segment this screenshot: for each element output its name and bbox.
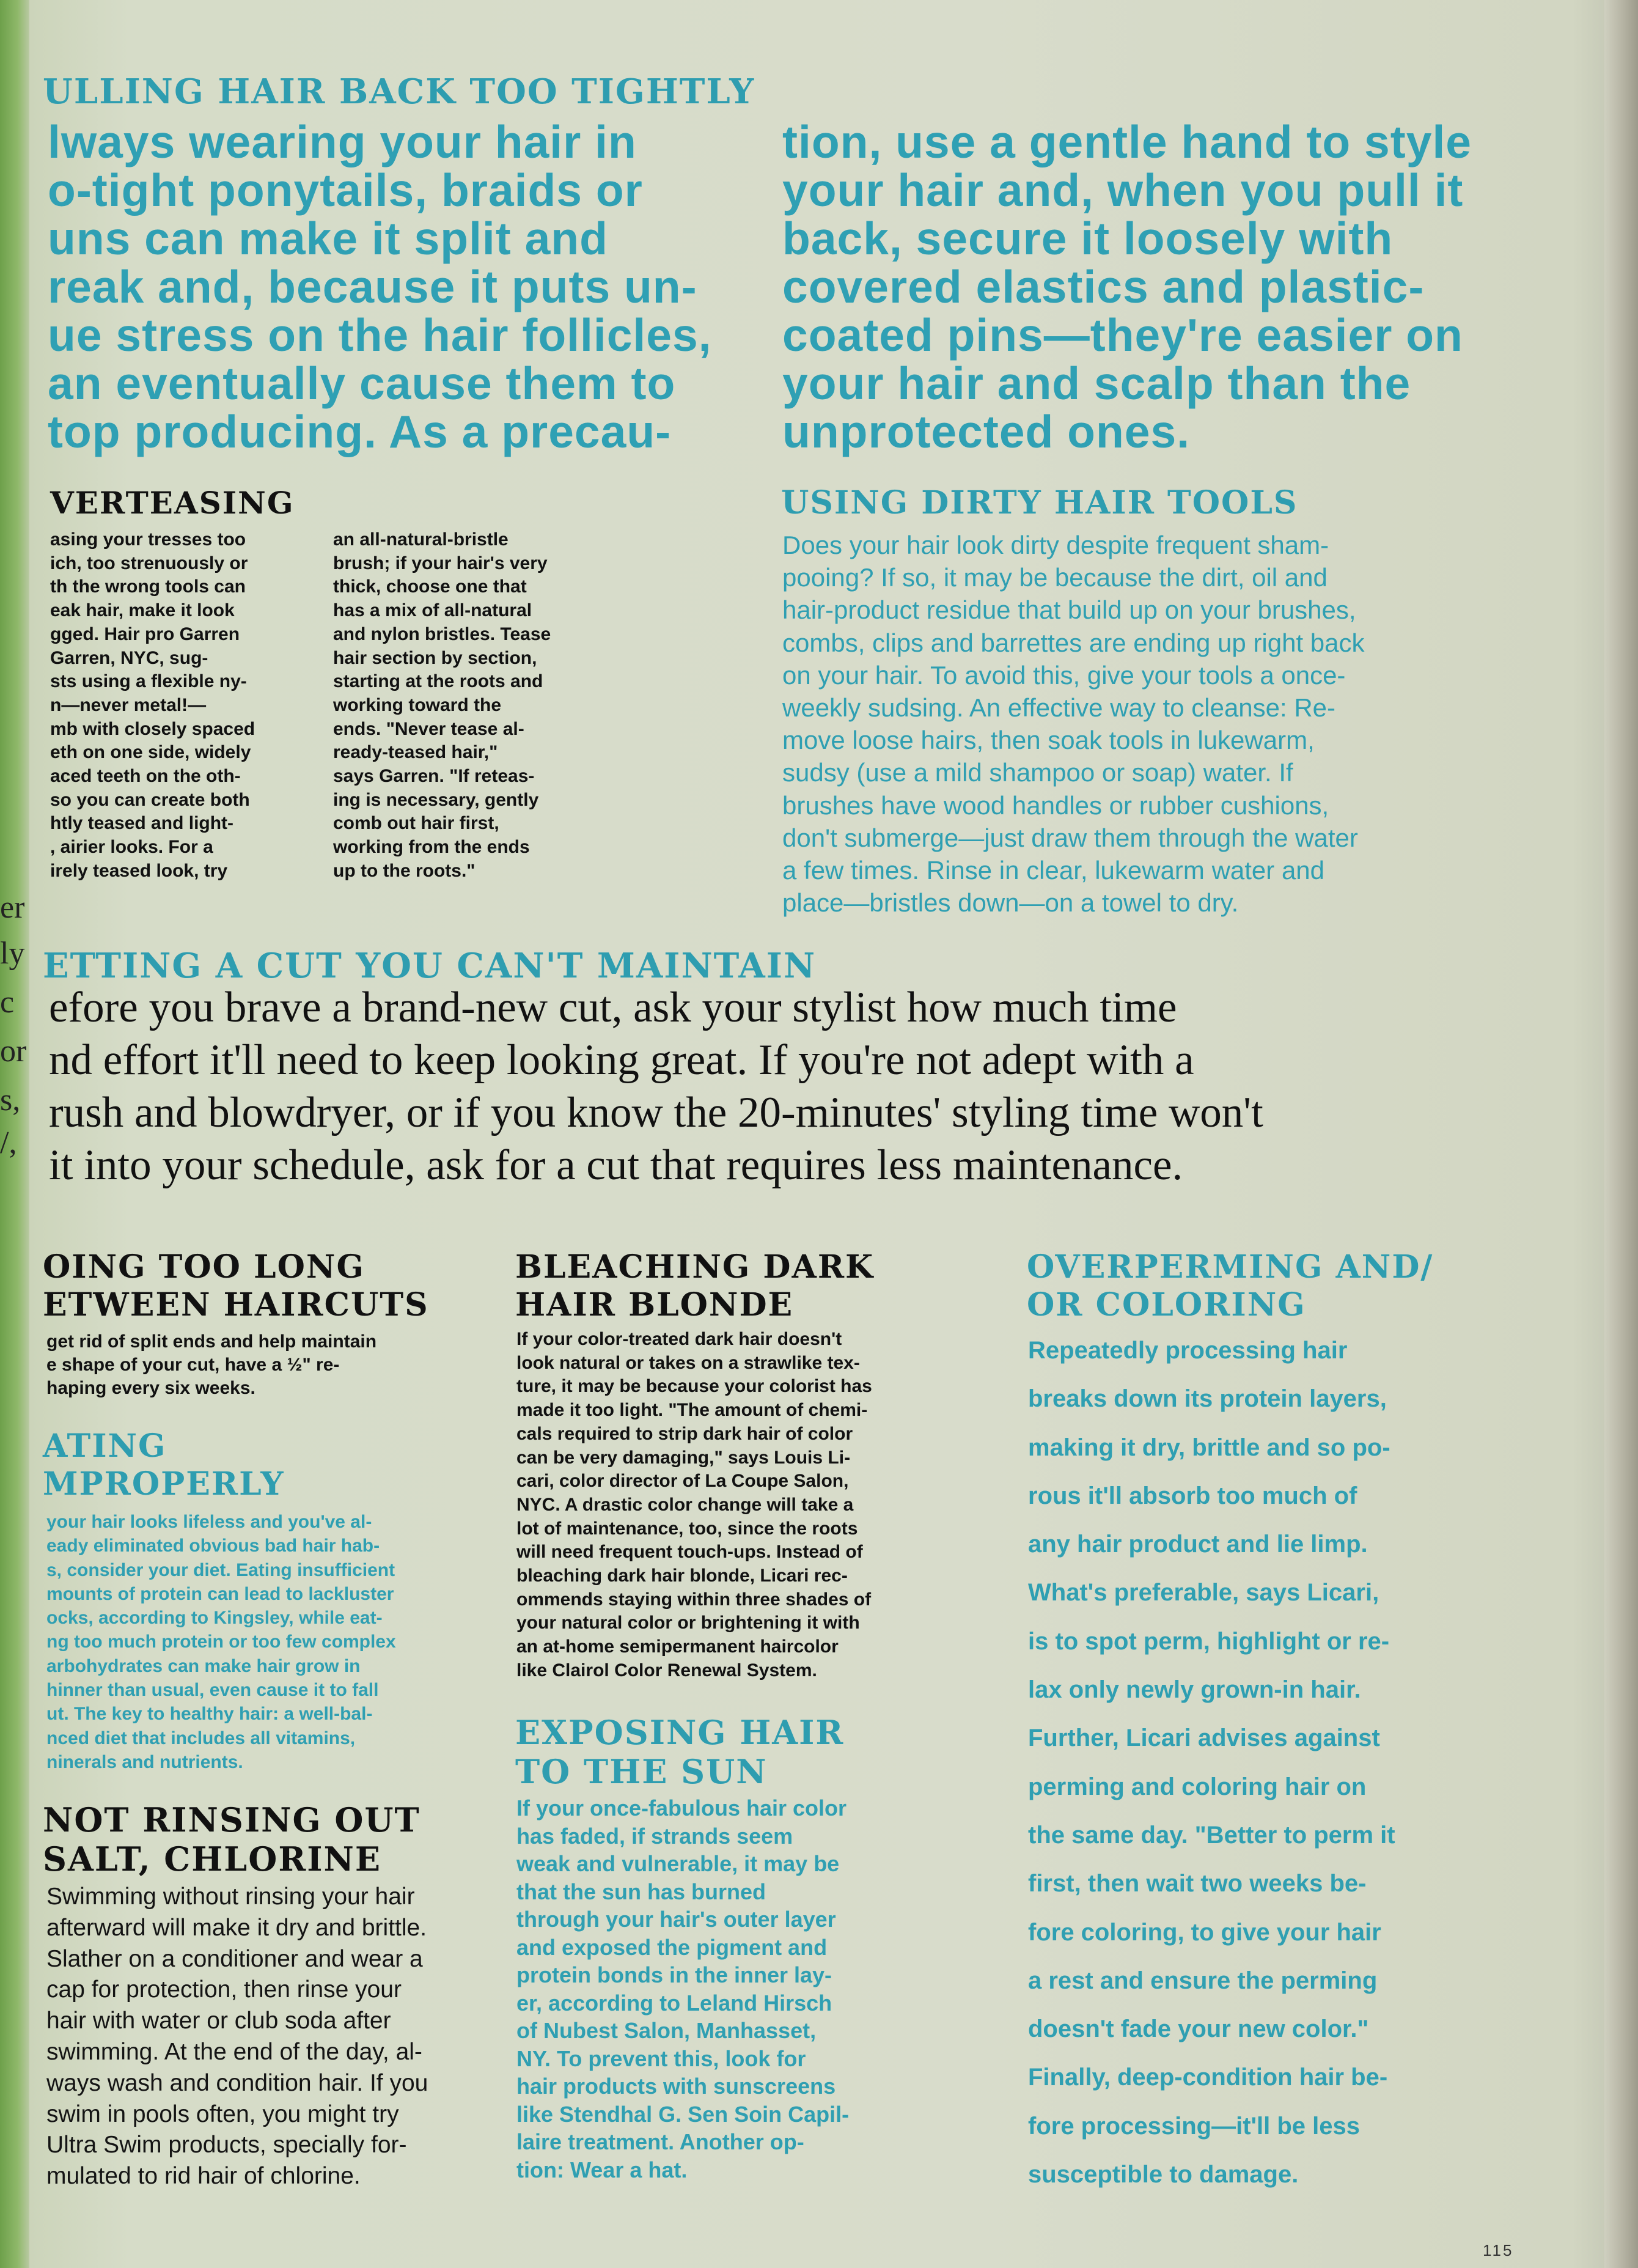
body-line: bleaching dark hair blonde, Licari rec- [516,1566,848,1586]
body-line: rous it'll absorb too much of [1028,1482,1357,1509]
intro-line: an eventually cause them to [48,358,676,409]
section-heading-eating [43,1427,284,1503]
body-line: th the wrong tools can [50,576,246,597]
body-line: NYC. A drastic color change will take a [516,1494,854,1515]
body-line: it into your schedule, ask for a cut that requires less maintenance. [49,1141,1183,1189]
margin-fragment: /, [0,1125,17,1160]
intro-left-column [48,118,712,456]
body-line: asing your tresses too [50,529,246,550]
heading-line: ETWEEN HAIRCUTS [43,1286,429,1324]
section-heading-overteasing: VERTEASING [50,485,295,521]
body-line: eth on one side, widely [50,742,251,763]
page-edge [1604,0,1638,2268]
body-line: combs, clips and barrettes are ending up right back [782,628,1365,657]
body-line: ich, too strenuously or [50,553,248,573]
section-heading-pulling-hair: ULLING HAIR BACK TOO TIGHTLY [43,72,755,112]
body-line: weekly sudsing. An effective way to cleanse: Re- [782,693,1336,723]
intro-line: coated pins—they're easier on [782,309,1463,361]
going-long-body [46,1330,376,1400]
body-line: ture, it may be because your colorist has [516,1376,872,1397]
overteasing-column-2 [333,528,551,883]
body-line: hair products with sunscreens [516,2074,836,2099]
body-line: ninerals and nutrients. [46,1751,243,1772]
heading-line: EXPOSING HAIR [515,1713,845,1752]
body-line: place—bristles down—on a towel to dry. [782,888,1239,918]
body-line: says Garren. "If reteas- [333,766,535,787]
body-line: move loose hairs, then soak tools in lukewarm, [782,726,1315,755]
section-heading-sun [515,1713,844,1791]
body-line: don't submerge—just draw them through the water [782,823,1358,852]
body-line: your natural color or brightening it with [516,1613,860,1633]
body-line: fore coloring, to give your hair [1028,1918,1381,1946]
body-line: up to the roots." [333,860,476,881]
body-line: lot of maintenance, too, since the roots [516,1518,858,1539]
body-line: and nylon bristles. Tease [333,624,551,644]
body-line: arbohydrates can make hair grow in [46,1655,361,1676]
cut-maintain-body [49,981,1263,1191]
intro-line: ue stress on the hair follicles, [48,309,712,361]
body-line: If your color-treated dark hair doesn't [516,1329,842,1349]
sun-body [516,1794,849,2184]
body-line: If your once-fabulous hair color [516,1795,847,1821]
bleaching-body [516,1328,872,1683]
intro-line: your hair and, when you pull it [782,164,1464,216]
body-line: ing is necessary, gently [333,789,539,810]
body-line: aced teeth on the oth- [50,766,241,787]
body-line: is to spot perm, highlight or re- [1028,1627,1390,1655]
margin-fragment: or [0,1034,27,1069]
heading-line: BLEACHING DARK [515,1248,875,1286]
body-line: afterward will make it dry and brittle. [46,1914,427,1941]
body-line: a few times. Rinse in clear, lukewarm water and [782,856,1325,885]
body-line: er, according to Leland Hirsch [516,1990,832,2016]
body-line: What's preferable, says Licari, [1028,1579,1379,1607]
body-line: NY. To prevent this, look for [516,2045,806,2071]
body-line: mounts of protein can lead to lackluster [46,1583,394,1604]
body-line: swim in pools often, you might try [46,2100,399,2127]
body-line: that the sun has burned [516,1879,766,1904]
body-line: mulated to rid hair of chlorine. [46,2163,361,2190]
body-line: cap for protection, then rinse your [46,1976,402,2003]
body-line: a rest and ensure the perming [1028,1967,1378,1994]
body-line: Ultra Swim products, specially for- [46,2132,407,2159]
intro-line: back, secure it loosely with [782,213,1394,264]
body-line: brush; if your hair's very [333,553,548,573]
intro-line: your hair and scalp than the [782,358,1411,409]
body-line: susceptible to damage. [1028,2161,1299,2189]
section-heading-bleaching [515,1248,874,1324]
not-rinsing-body [46,1882,428,2192]
body-line: get rid of split ends and help maintain [46,1331,377,1352]
section-heading-cut-maintain: ETTING A CUT YOU CAN'T MAINTAIN [43,946,817,986]
body-line: e shape of your cut, have a ½" re- [46,1355,340,1375]
section-heading-overperming [1027,1248,1433,1324]
body-line: n—never metal!— [50,694,207,715]
intro-line: top producing. As a precau- [48,406,672,457]
body-line: , airier looks. For a [50,837,213,858]
body-line: breaks down its protein layers, [1028,1385,1387,1413]
body-line: Garren, NYC, sug- [50,647,208,668]
body-line: ways wash and condition hair. If you [46,2069,428,2096]
body-line: perming and coloring hair on [1028,1773,1367,1800]
body-line: like Stendhal G. Sen Soin Capil- [516,2101,850,2127]
body-line: irely teased look, try [50,860,228,881]
body-line: and exposed the pigment and [516,1934,828,1960]
body-line: ready-teased hair," [333,742,498,763]
body-line: ng too much protein or too few complex [46,1632,396,1652]
body-line: sudsy (use a mild shampoo or soap) water. If [782,758,1293,787]
body-line: will need frequent touch-ups. Instead of [516,1542,863,1563]
body-line: ommends staying within three shades of [516,1589,872,1610]
heading-line: OING TOO LONG [43,1248,365,1286]
body-line: rush and blowdryer, or if you know the 20-minutes' styling time won't [49,1089,1263,1136]
heading-line: OR COLORING [1027,1286,1306,1324]
heading-line: SALT, CHLORINE [43,1839,381,1879]
body-line: nced diet that includes all vitamins, [46,1728,356,1748]
body-line: sts using a flexible ny- [50,671,247,692]
body-line: hinner than usual, even cause it to fall [46,1680,379,1701]
body-line: on your hair. To avoid this, give your tools a once- [782,660,1346,690]
body-line: ut. The key to healthy hair: a well-bal- [46,1704,373,1725]
heading-line: ATING [43,1427,167,1465]
heading-line: NOT RINSING OUT [43,1800,421,1839]
body-line: comb out hair first, [333,813,499,834]
body-line: hair-product residue that build up on your brushes, [782,595,1356,625]
overteasing-column-1 [50,528,255,883]
body-line: Swimming without rinsing your hair [46,1883,415,1910]
body-line: doesn't fade your new color." [1028,2016,1369,2043]
body-line: cari, color director of La Coupe Salon, [516,1471,849,1492]
body-line: an all-natural-bristle [333,529,509,550]
margin-fragment: s, [0,1083,21,1117]
body-line: can be very damaging," says Louis Li- [516,1447,851,1468]
body-line: laire treatment. Another op- [516,2129,804,2154]
body-line: Further, Licari advises against [1028,1725,1380,1752]
body-line: eak hair, make it look [50,600,235,621]
body-line: efore you brave a brand-new cut, ask your stylist how much time [49,984,1177,1031]
heading-line: HAIR BLONDE [515,1286,794,1324]
body-line: eady eliminated obvious bad hair hab- [46,1536,380,1556]
body-line: protein bonds in the inner lay- [516,1962,832,1987]
body-line: s, consider your diet. Eating insufficient [46,1559,395,1580]
body-line: htly teased and light- [50,813,234,834]
intro-line: reak and, because it puts un- [48,261,697,312]
body-line: any hair product and lie limp. [1028,1531,1368,1558]
body-line: tion: Wear a hat. [516,2157,688,2182]
overperming-body [1028,1327,1395,2199]
body-line: cals required to strip dark hair of color [516,1423,853,1444]
body-line: starting at the roots and [333,671,543,692]
body-line: gged. Hair pro Garren [50,624,240,644]
body-line: pooing? If so, it may be because the dirt, oil and [782,563,1328,592]
body-line: of Nubest Salon, Manhasset, [516,2018,817,2043]
intro-line: o-tight ponytails, braids or [48,164,643,216]
body-line: like Clairol Color Renewal System. [516,1660,817,1681]
body-line: mb with closely spaced [50,718,255,739]
margin-fragment: c [0,985,15,1020]
margin-fragment: ly [0,936,25,971]
body-line: so you can create both [50,789,250,810]
body-line: thick, choose one that [333,576,527,597]
intro-line: covered elastics and plastic- [782,261,1425,312]
body-line: working toward the [333,694,502,715]
body-line: made it too light. "The amount of chemi- [516,1400,868,1421]
body-line: the same day. "Better to perm it [1028,1821,1395,1849]
heading-line: MPROPERLY [43,1465,285,1503]
section-heading-dirty-tools: USING DIRTY HAIR TOOLS [781,484,1298,521]
body-line: first, then wait two weeks be- [1028,1870,1367,1898]
margin-fragment: er [0,890,25,925]
intro-line: tion, use a gentle hand to style [782,116,1472,168]
body-line: swimming. At the end of the day, al- [46,2038,422,2065]
body-line: weak and vulnerable, it may be [516,1851,840,1876]
body-line: ocks, according to Kingsley, while eat- [46,1608,383,1629]
body-line: has faded, if strands seem [516,1823,793,1849]
body-line: hair with water or club soda after [46,2008,391,2034]
body-line: an at-home semipermanent haircolor [516,1637,839,1657]
body-line: your hair looks lifeless and you've al- [46,1512,372,1532]
eating-body [46,1510,396,1774]
body-line: through your hair's outer layer [516,1907,836,1932]
body-line: ends. "Never tease al- [333,718,524,739]
intro-line: unprotected ones. [782,406,1191,457]
body-line: working from the ends [333,837,530,858]
body-line: Finally, deep-condition hair be- [1028,2064,1388,2091]
heading-line: OVERPERMING AND/ [1027,1248,1434,1286]
dirty-tools-body [782,529,1365,919]
intro-right-column [782,118,1472,456]
body-line: has a mix of all-natural [333,600,532,621]
body-line: Slather on a conditioner and wear a [46,1945,423,1972]
body-line: making it dry, brittle and so po- [1028,1434,1390,1461]
body-line: lax only newly grown-in hair. [1028,1676,1361,1704]
body-line: haping every six weeks. [46,1378,255,1398]
body-line: look natural or takes on a strawlike tex- [516,1352,860,1373]
body-line: Repeatedly processing hair [1028,1337,1348,1364]
page-number: 115 [1483,2241,1514,2259]
body-line: Does your hair look dirty despite frequent sham- [782,531,1329,559]
section-heading-going-long [43,1248,429,1324]
body-line: hair section by section, [333,647,537,668]
body-line: nd effort it'll need to keep looking great. If you're not adept with a [49,1036,1194,1084]
intro-line: lways wearing your hair in [48,116,637,168]
body-line: fore processing—it'll be less [1028,2112,1361,2140]
section-heading-not-rinsing [43,1800,421,1879]
intro-line: uns can make it split and [48,213,608,264]
heading-line: TO THE SUN [515,1752,768,1791]
body-line: brushes have wood handles or rubber cushions, [782,790,1329,820]
